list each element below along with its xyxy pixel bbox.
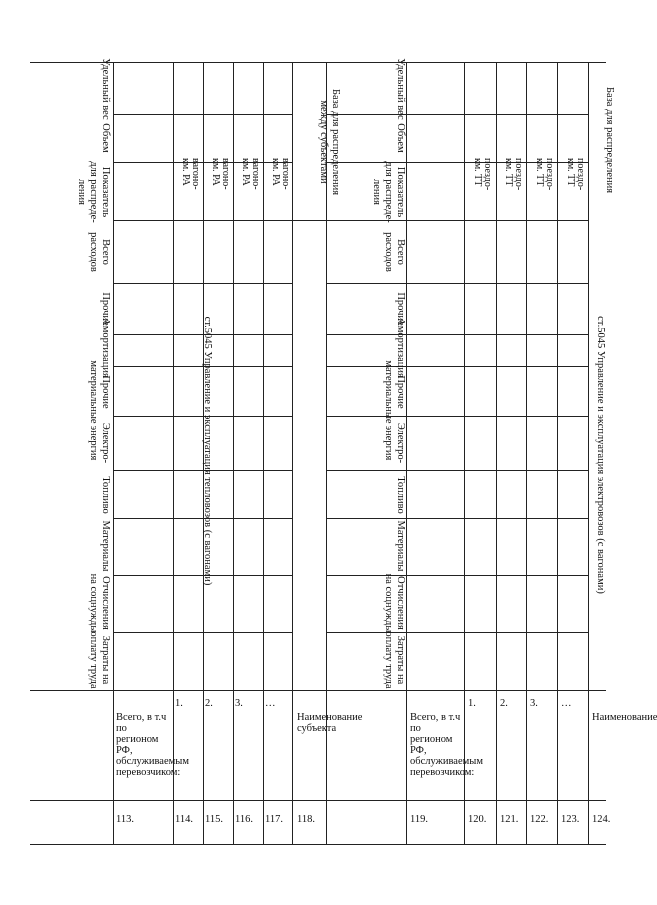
row-name: 3. xyxy=(235,698,243,709)
row-number: 120. xyxy=(468,814,487,825)
row-divider xyxy=(496,62,497,844)
base-label-teplo: База для распределения между субъектами xyxy=(318,88,341,196)
header-udelny-ves: Удельный вес xyxy=(395,58,406,120)
row-name: 1. xyxy=(175,698,183,709)
row-divider xyxy=(233,62,234,844)
row-divider xyxy=(173,62,174,844)
row-divider xyxy=(263,62,264,844)
header-zatraty: Затраты на оплату труда xyxy=(88,631,111,689)
row-number: 118. xyxy=(297,814,315,825)
header-materialy: Материалы xyxy=(100,520,111,572)
unit-label: вагоно- км. РА xyxy=(210,158,231,190)
section-title-teplo: ст.5045 Управление и эксплуатация тепловозов (с вагонами) xyxy=(202,316,213,586)
header-amortizatsiya: Амортизация xyxy=(395,318,406,378)
row-divider xyxy=(406,62,407,844)
row-number: 124. xyxy=(592,814,611,825)
row-number: 114. xyxy=(175,814,193,825)
header-pokazatel: Показатель для распреде- ления xyxy=(76,161,111,223)
row-number: 119. xyxy=(410,814,428,825)
unit-label: вагоно- км. РА xyxy=(240,158,261,190)
row-name: 3. xyxy=(530,698,538,709)
row-name: … xyxy=(561,698,572,709)
header-amortizatsiya: Амортизация xyxy=(100,318,111,378)
row-name: 2. xyxy=(500,698,508,709)
header-prochie-materialnye: Прочие материальные xyxy=(383,360,406,424)
unit-label: вагоно- км. РА xyxy=(180,158,201,190)
unit-label: поездо- км. ТТ xyxy=(503,158,524,191)
unit-label: поездо- км. ТТ xyxy=(534,158,555,191)
header-vsego-raskhodov: Всего расходов xyxy=(88,232,111,272)
row-divider xyxy=(588,62,589,844)
header-obem: Объем xyxy=(395,123,406,153)
column-divider xyxy=(30,800,606,801)
header-zatraty: Затраты на оплату труда xyxy=(383,631,406,689)
row-number: 121. xyxy=(500,814,519,825)
row-name: … xyxy=(265,698,276,709)
header-otchisleniya: Отчисления на соцнужды xyxy=(88,573,111,633)
header-prochie: Прочие xyxy=(100,292,111,326)
header-elektroenergiya: Электро- энергия xyxy=(88,422,111,464)
row-divider xyxy=(464,62,465,844)
row-number: 116. xyxy=(235,814,253,825)
unit-label: вагоно- км. РА xyxy=(270,158,291,190)
row-divider xyxy=(113,62,114,844)
section-title-elektro: ст.5045 Управление и эксплуатация электровозов (с вагонами) xyxy=(595,316,606,594)
row-divider xyxy=(526,62,527,844)
row-number: 117. xyxy=(265,814,283,825)
header-udelny-ves: Удельный вес xyxy=(100,58,111,120)
row-name: Всего, в т.ч по регионом РФ, обслуживаемым перевозчиком: xyxy=(410,712,483,778)
row-name: Всего, в т.ч по регионом РФ, обслуживаемым перевозчиком: xyxy=(116,712,189,778)
header-otchisleniya: Отчисления на соцнужды xyxy=(383,573,406,633)
header-elektroenergiya: Электро- энергия xyxy=(383,422,406,464)
table-border-bottom xyxy=(30,844,606,845)
header-materialy: Материалы xyxy=(395,520,406,572)
row-number: 115. xyxy=(205,814,223,825)
row-number: 123. xyxy=(561,814,580,825)
unit-label: поездо- км. ТТ xyxy=(472,158,493,191)
row-name: 2. xyxy=(205,698,213,709)
unit-label: поездо- км. ТТ xyxy=(565,158,586,191)
header-prochie: Прочие xyxy=(395,292,406,326)
base-label-elektro: База для распределения xyxy=(604,86,615,194)
row-number: 122. xyxy=(530,814,549,825)
row-divider xyxy=(557,62,558,844)
header-prochie-materialnye: Прочие материальные xyxy=(88,360,111,424)
header-obem: Объем xyxy=(100,123,111,153)
header-toplivo: Топливо xyxy=(100,476,111,514)
row-name: Наименование xyxy=(592,712,657,723)
header-vsego-raskhodov: Всего расходов xyxy=(383,232,406,272)
header-toplivo: Топливо xyxy=(395,476,406,514)
header-pokazatel: Показатель для распреде- ления xyxy=(371,161,406,223)
row-number: 113. xyxy=(116,814,134,825)
column-divider xyxy=(30,690,606,691)
row-name: Наименование субъекта xyxy=(297,712,363,734)
row-divider xyxy=(292,62,293,844)
row-name: 1. xyxy=(468,698,476,709)
